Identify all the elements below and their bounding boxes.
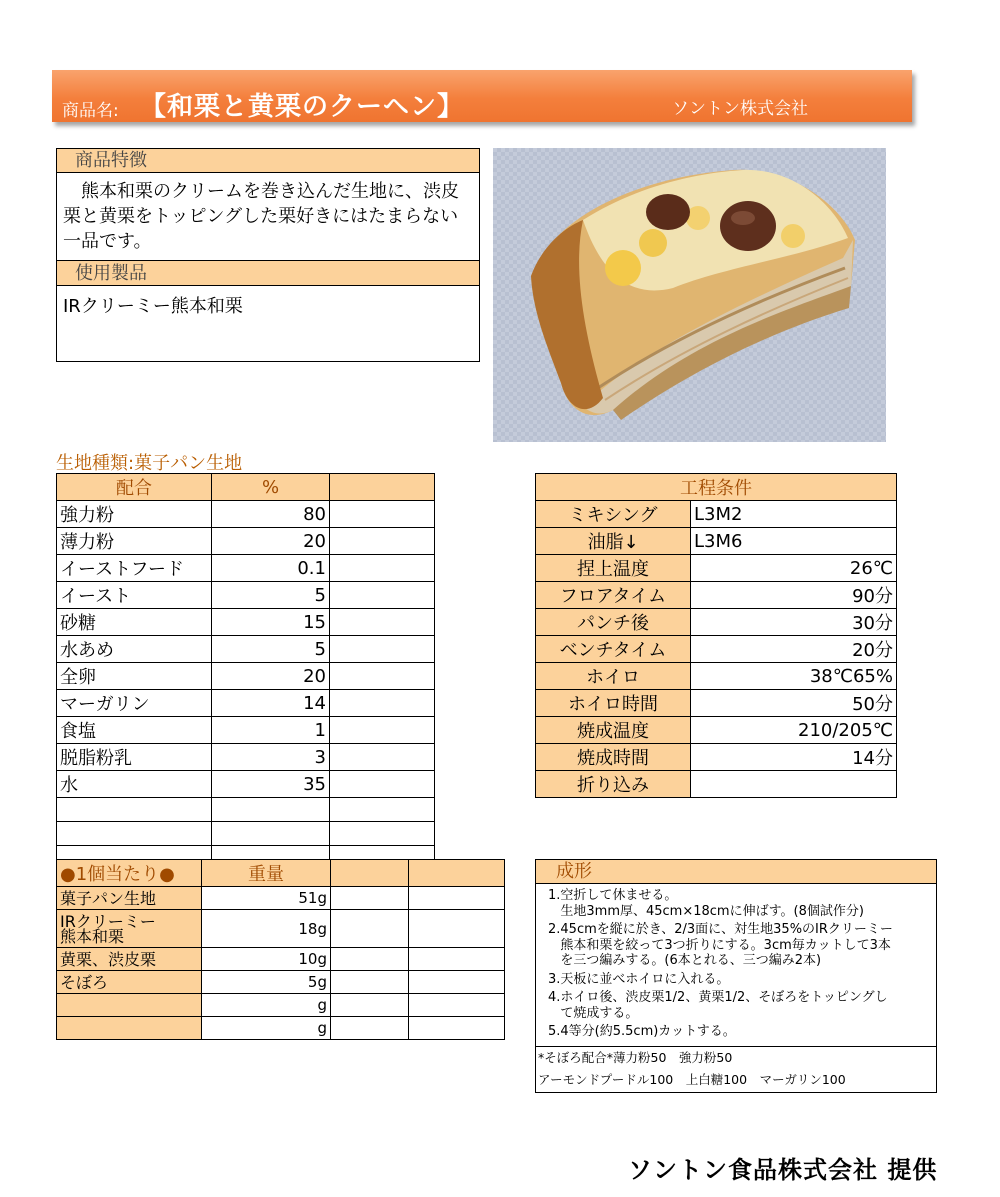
table-row [57, 1017, 505, 1040]
process-conditions-table [535, 473, 897, 798]
piece-header-blank-1 [331, 860, 409, 887]
piece-item-weight [202, 910, 331, 948]
product-name-label: 商品名: [62, 101, 119, 121]
forming-heading: 成形 [536, 860, 936, 884]
forming-steps [536, 884, 936, 1047]
piece-item-weight [202, 971, 331, 994]
forming-step: 5.4等分(約5.5cm)カットする。 [548, 1024, 736, 1039]
piece-extra-2 [409, 994, 505, 1017]
ingredient-name: 水あめ [57, 636, 212, 663]
ingredient-percent: 35 [212, 771, 330, 798]
dough-header-formula: 配合 [57, 474, 212, 501]
piece-extra-1 [331, 910, 409, 948]
ingredient-percent [212, 822, 330, 846]
process-step-value: 38℃65% [691, 663, 897, 690]
piece-extra-2 [409, 971, 505, 994]
piece-extra-1 [331, 971, 409, 994]
ingredient-extra [330, 744, 435, 771]
ingredient-extra [330, 663, 435, 690]
forming-box [535, 859, 937, 1093]
piece-extra-1 [331, 948, 409, 971]
ingredient-percent: 20 [212, 663, 330, 690]
process-step-value: 210/205℃ [691, 717, 897, 744]
piece-item-name [57, 1017, 202, 1040]
table-row [57, 771, 435, 798]
weight-value: 51 [298, 889, 318, 907]
ingredient-name: 砂糖 [57, 609, 212, 636]
weight-value: 5 [307, 973, 318, 991]
forming-step: 1.空折して休ませる。 生地3mm厚、45cm×18cmに伸ばす。(8個試作分) [548, 888, 864, 919]
weight-unit: g [317, 1019, 327, 1037]
ingredient-extra [330, 717, 435, 744]
ingredient-name: 強力粉 [57, 501, 212, 528]
table-row [57, 887, 505, 910]
process-step-name: 油脂↓ [536, 528, 691, 555]
ingredient-name: イースト [57, 582, 212, 609]
process-step-value: 20分 [691, 636, 897, 663]
table-row [536, 690, 897, 717]
table-row [536, 555, 897, 582]
products-used-box [56, 260, 480, 362]
table-row [57, 744, 435, 771]
dough-header-blank [330, 474, 435, 501]
piece-item-name: そぼろ [57, 971, 202, 994]
process-step-value: L3M6 [691, 528, 897, 555]
weight-value: 10 [298, 950, 318, 968]
process-step-value [691, 771, 897, 798]
piece-extra-2 [409, 887, 505, 910]
pastry-illustration [493, 148, 886, 442]
footer-credit: ソントン食品株式会社 提供 [628, 1156, 938, 1184]
soboro-note-2: アーモンドプードル100 上白糖100 マーガリン100 [538, 1072, 846, 1087]
table-row [57, 609, 435, 636]
table-row [536, 582, 897, 609]
table-row [536, 528, 897, 555]
ingredient-extra [330, 501, 435, 528]
features-heading: 商品特徴 [57, 149, 479, 173]
table-row [57, 910, 505, 948]
piece-item-name [57, 994, 202, 1017]
ingredient-name: マーガリン [57, 690, 212, 717]
ingredient-percent: 14 [212, 690, 330, 717]
ingredient-name [57, 822, 212, 846]
ingredient-name: 脱脂粉乳 [57, 744, 212, 771]
per-piece-weight-table [56, 859, 505, 1040]
table-row [57, 948, 505, 971]
piece-item-name: 黄栗、渋皮栗 [57, 948, 202, 971]
title-banner [52, 70, 912, 122]
piece-extra-1 [331, 1017, 409, 1040]
piece-item-weight [202, 1017, 331, 1040]
table-row [536, 717, 897, 744]
piece-item-weight [202, 887, 331, 910]
table-row [57, 582, 435, 609]
process-step-name: フロアタイム [536, 582, 691, 609]
table-row [57, 663, 435, 690]
process-step-name: ベンチタイム [536, 636, 691, 663]
weight-unit: g [317, 950, 327, 968]
ingredient-percent: 5 [212, 582, 330, 609]
weight-value: 18 [298, 919, 318, 938]
products-used-heading: 使用製品 [57, 261, 479, 286]
table-row [57, 822, 435, 846]
process-step-name: ホイロ時間 [536, 690, 691, 717]
table-row [536, 609, 897, 636]
product-photo [493, 148, 886, 442]
table-row [57, 798, 435, 822]
ingredient-extra [330, 690, 435, 717]
ingredient-extra [330, 822, 435, 846]
ingredient-percent: 20 [212, 528, 330, 555]
ingredient-extra [330, 798, 435, 822]
ingredient-extra [330, 582, 435, 609]
weight-unit: g [317, 919, 327, 938]
features-box [56, 148, 480, 261]
ingredient-extra [330, 609, 435, 636]
weight-unit: g [317, 996, 327, 1014]
table-row [57, 994, 505, 1017]
process-step-value: 50分 [691, 690, 897, 717]
process-step-name: 折り込み [536, 771, 691, 798]
forming-step: 2.45cmを縦に於き、2/3面に、対生地35%のIRクリーミー 熊本和栗を絞って3つ折りにする。3cm毎カットして3本 を三つ編みする。(6本とれる、三つ編み2本) [548, 922, 893, 968]
table-row [536, 501, 897, 528]
piece-item-weight [202, 948, 331, 971]
table-row [536, 663, 897, 690]
ingredient-extra [330, 636, 435, 663]
table-row [57, 971, 505, 994]
process-step-name: 焼成時間 [536, 744, 691, 771]
table-row [57, 636, 435, 663]
piece-item-weight [202, 994, 331, 1017]
piece-extra-2 [409, 1017, 505, 1040]
weight-unit: g [317, 889, 327, 907]
process-heading: 工程条件 [536, 474, 897, 501]
ingredient-percent: 3 [212, 744, 330, 771]
dough-type-label: 生地種類:菓子パン生地 [56, 453, 243, 474]
ingredient-extra [330, 528, 435, 555]
piece-extra-1 [331, 994, 409, 1017]
table-row [536, 744, 897, 771]
process-step-name: 捏上温度 [536, 555, 691, 582]
process-step-value: 14分 [691, 744, 897, 771]
table-row [57, 555, 435, 582]
forming-step: 3.天板に並べホイロに入れる。 [548, 971, 730, 987]
process-step-name: 焼成温度 [536, 717, 691, 744]
ingredient-name: 全卵 [57, 663, 212, 690]
process-step-value: L3M2 [691, 501, 897, 528]
table-row [536, 636, 897, 663]
ingredient-extra [330, 555, 435, 582]
piece-header-label: ●1個当たり● [57, 860, 202, 887]
dough-formula-table [56, 473, 435, 870]
piece-item-name: IRクリーミー 熊本和栗 [57, 910, 202, 948]
ingredient-percent: 5 [212, 636, 330, 663]
company-name: ソントン株式会社 [672, 99, 808, 119]
process-step-value: 26℃ [691, 555, 897, 582]
ingredient-percent [212, 798, 330, 822]
table-row [57, 717, 435, 744]
ingredient-name: イーストフード [57, 555, 212, 582]
ingredient-name: 食塩 [57, 717, 212, 744]
ingredient-percent: 1 [212, 717, 330, 744]
ingredient-extra [330, 771, 435, 798]
ingredient-name: 水 [57, 771, 212, 798]
table-row [57, 528, 435, 555]
features-text: 熊本和栗のクリームを巻き込んだ生地に、渋皮栗と黄栗をトッピングした栗好きにはたまらない一品です。 [63, 181, 459, 252]
table-row [57, 501, 435, 528]
table-row [536, 771, 897, 798]
piece-header-blank-2 [409, 860, 505, 887]
table-row [57, 690, 435, 717]
ingredient-percent: 80 [212, 501, 330, 528]
ingredient-percent: 15 [212, 609, 330, 636]
piece-item-name: 菓子パン生地 [57, 887, 202, 910]
soboro-note-1: *そぼろ配合*薄力粉50 強力粉50 [538, 1050, 733, 1065]
weight-unit: g [317, 973, 327, 991]
piece-extra-1 [331, 887, 409, 910]
ingredient-percent: 0.1 [212, 555, 330, 582]
product-name: 【和栗と黄栗のクーヘン】 [140, 92, 465, 122]
process-step-name: パンチ後 [536, 609, 691, 636]
ingredient-name [57, 798, 212, 822]
ingredient-name: 薄力粉 [57, 528, 212, 555]
products-used-text: IRクリーミー熊本和栗 [63, 296, 243, 317]
process-step-name: ミキシング [536, 501, 691, 528]
piece-header-weight: 重量 [202, 860, 331, 887]
dough-header-percent: % [212, 474, 330, 501]
process-step-value: 90分 [691, 582, 897, 609]
forming-step: 4.ホイロ後、渋皮栗1/2、黄栗1/2、そぼろをトッピングし て焼成する。 [548, 990, 888, 1021]
process-step-name: ホイロ [536, 663, 691, 690]
piece-extra-2 [409, 910, 505, 948]
process-step-value: 30分 [691, 609, 897, 636]
piece-extra-2 [409, 948, 505, 971]
